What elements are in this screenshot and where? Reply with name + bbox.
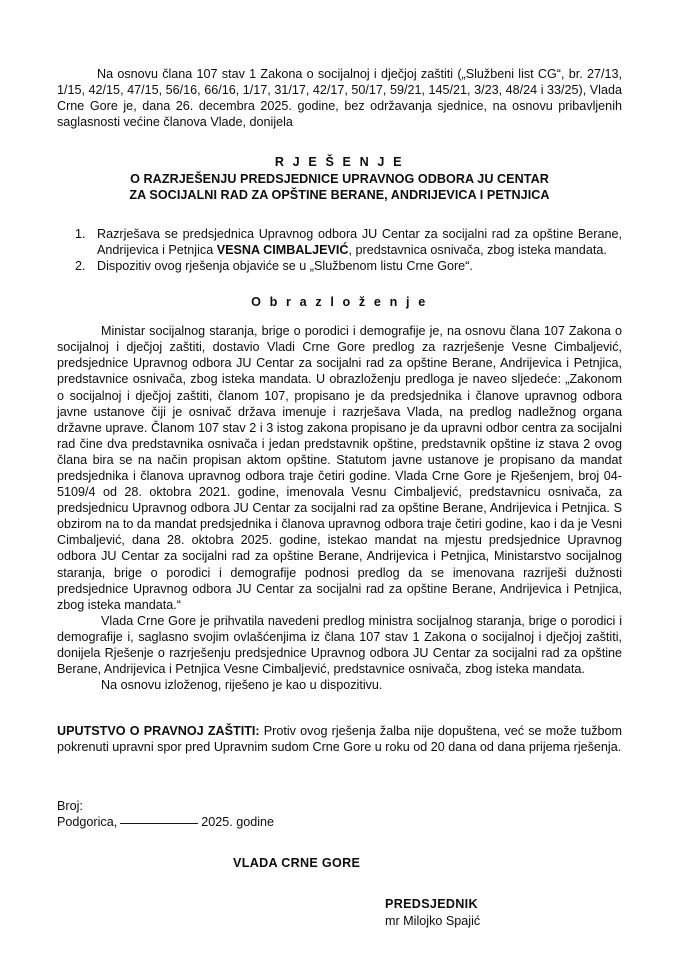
title-sub-line-2: ZA SOCIJALNI RAD ZA OPŠTINE BERANE, ANDRIJEVICA I PETNJICA [129,188,550,203]
list-item [57,226,622,258]
list-item-text-before: Razrješava se predsjednica Upravnog odbora JU Centar za socijalni rad za opštine Berane, Andrijevica i Petnjica [97,226,622,257]
document-title-block [57,154,622,204]
title-main: R J E Š E N J E [274,155,405,170]
obrazlozenje-body [57,323,622,693]
government-name: VLADA CRNE GORE [233,856,361,871]
broj-line [57,798,622,814]
legal-remedy-label: UPUTSTVO O PRAVNOJ ZAŠTITI: [57,724,260,739]
list-item [57,258,622,274]
list-item-highlighted-name: VESNA CIMBALJEVIĆ [216,242,349,257]
place-date-line [57,814,622,830]
list-item-marker: 2. [75,259,86,274]
date-blank-line [120,823,198,824]
legal-remedy-paragraph [57,723,622,755]
list-item-text-before: Dispozitiv ovog rješenja objaviće se u „Službenom listu Crne Gore“. [97,259,473,274]
dispozitiv-list [57,226,622,274]
obrazlozenje-paragraph-1: Ministar socijalnog staranja, brige o porodici i demografije je, na osnovu člana 107 Zakona o socijalnoj i dječjoj zaštiti, dostavio Vladi Crne Gore predlog za razrješenje Vesne Cimbaljević, predsjednice Upravnog odbora JU Centar za socijalni rad za opštine Berane, Andrijevica i Petnjica, predstavnice osnivača, zbog isteka mandata. U obrazloženju predloga je naveo sljedeće: „Zakonom o socijalnoj i dječjoj zaštiti, članom 107, propisano je da predsjednika i članove upravnog odbora javne ustanove čiji je osnivač država imenuje i razrješava Vlada, na predlog nadležnog organa državne uprave. Članom 107 stav 2 i 3 istog zakona propisano je da upravni odbor centra za socijalni rad čine dva predstavnika osnivača i jedan predstavnik opštine, predstavnik opštine iz stava 2 ovog člana bira se na način propisan aktom opštine. Statutom javne ustanove je propisano da mandat predsjednika i članova upravnog odbora traje četiri godine. Vlada Crne Gore je Rješenjem, broj 04-5109/4 od 28. oktobra 2021. godine, imenovala Vesnu Cimbaljević, predstavnicu osnivača, za predsjednicu Upravnog odbora JU Centar za socijalni rad za opštine Berane, Andrijevica i Petnjica. S obzirom na to da mandat predsjednika i članova upravnog odbora traje četiri godine, kao i da je Vesni Cimbaljević, dana 28. oktobra 2025. godine, istekao mandat na mjestu predsjednice Upravnog odbora JU Centar za socijalni rad za opštine Berane, Andrijevica i Petnjica, Ministarstvo socijalnog staranja, brige o porodici i demografije podnosi predlog da se imenovana razriješi dužnosti predsjednice Upravnog odbora JU Centar za socijalni rad za opštine Berane, Andrijevica i Petnjica, zbog isteka mandata.“ [57,324,622,612]
signatory-name: mr Milojko Spajić [385,913,481,928]
signatory-title: PREDSJEDNIK [385,897,478,912]
broj-label: Broj: [57,798,83,813]
date-suffix: 2025. godine [201,814,275,829]
preamble-paragraph: Na osnovu člana 107 stav 1 Zakona o socijalnoj i dječjoj zaštiti („Službeni list CG“, br. 27/13, 1/15, 42/15, 47/15, 56/16, 66/16, 1/17, 31/17, 42/17, 50/17, 59/21, 145/21, 3/23, 48/24 i 33/25), Vlada Crne Gore je, dana 26. decembra 2025. godine, bez održavanja sjednice, na osnovu pribavljenih saglasnosti većine članova Vlade, donijela [57,67,622,130]
legal-remedy-text: Protiv ovog rješenja žalba nije dopuštena, već se može tužbom pokrenuti upravni spor pred Upravnim sudom Crne Gore u roku od 20 dana od dana prijema rješenja. [57,724,622,755]
place-label: Podgorica, [57,814,118,829]
signature-block [385,896,622,929]
document-content [57,66,622,929]
list-item-text-after: , predstavnica osnivača, zbog isteka mandata. [348,242,607,257]
document-footer [57,798,622,930]
title-sub-line-1: O RAZRJEŠENJU PREDSJEDNICE UPRAVNOG ODBORA JU CENTAR [130,171,549,186]
obrazlozenje-paragraph-2: Vlada Crne Gore je prihvatila navedeni predlog ministra socijalnog staranja, brige o porodici i demografije i, saglasno svojim ovlašćenjima iz člana 107 stav 1 Zakona o socijalnoj i dječjoj zaštiti, donijela Rješenje o razrješenju predsjednice Upravnog odbora JU Centar za socijalni rad za opštine Berane, Andrijevica i Petnjica Vesne Cimbaljević, predstavnice osnivača, zbog isteka mandata. [57,613,622,677]
obrazlozenje-paragraph-3: Na osnovu izloženog, riješeno je kao u dispozitivu. [101,678,383,693]
obrazlozenje-heading: O b r a z l o ž e n j e [251,295,428,310]
list-item-marker: 1. [75,226,86,241]
